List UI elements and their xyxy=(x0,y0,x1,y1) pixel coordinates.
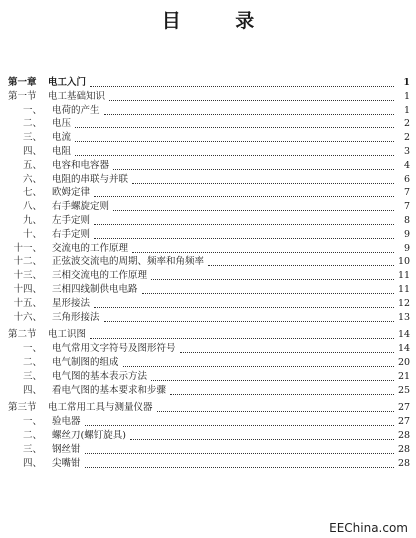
toc-entry-page-number: 28 xyxy=(398,457,411,469)
toc-entry-title: 验电器 xyxy=(52,416,81,428)
toc-entry xyxy=(8,328,410,342)
toc-entry-page-number: 11 xyxy=(398,270,411,282)
dot-leader xyxy=(157,411,394,412)
dot-leader xyxy=(85,467,394,468)
toc-entry-title: 螺丝刀(螺钉旋具) xyxy=(52,429,126,441)
dot-leader xyxy=(113,210,394,211)
toc-entry-number: 二、 xyxy=(22,118,42,130)
toc-entry xyxy=(8,199,410,213)
dot-leader xyxy=(132,252,394,253)
toc-entry-number: 十、 xyxy=(22,228,42,240)
toc-entry-title: 右手定则 xyxy=(52,228,91,240)
toc-entry-number: 六、 xyxy=(22,173,42,185)
toc-entry-title: 电容和电容器 xyxy=(52,159,110,171)
dot-leader xyxy=(130,439,394,440)
toc-entry-page-number: 8 xyxy=(403,214,410,226)
toc-entry-title: 尖嘴钳 xyxy=(52,457,81,469)
toc-entry-title: 三相交流电的工作原理 xyxy=(52,270,148,282)
toc-entry-title: 左手定则 xyxy=(52,214,91,226)
toc-entry-title: 三角形接法 xyxy=(52,311,100,323)
toc-entry-page-number: 25 xyxy=(398,384,411,396)
toc-entry-page-number: 28 xyxy=(398,443,411,455)
dot-leader xyxy=(94,238,394,239)
dot-leader xyxy=(85,425,394,426)
toc-entry-number: 三、 xyxy=(22,370,42,382)
dot-leader xyxy=(113,169,394,170)
toc-entry-number: 二、 xyxy=(22,356,42,368)
toc-entry-page-number: 9 xyxy=(403,242,410,254)
dot-leader xyxy=(151,380,394,381)
toc-entry xyxy=(8,268,410,282)
toc-entry-title: 电工识图 xyxy=(48,329,87,341)
toc-entry-page-number: 1 xyxy=(403,104,410,116)
toc-entry xyxy=(8,369,410,383)
toc-entry-number: 十四、 xyxy=(13,283,42,295)
toc-entry-number: 二、 xyxy=(22,429,42,441)
toc-entry xyxy=(8,172,410,186)
toc-entry-title: 星形接法 xyxy=(52,297,91,309)
toc-entry xyxy=(8,241,410,255)
toc-entry-page-number: 21 xyxy=(398,370,411,382)
toc-entry-number: 四、 xyxy=(22,457,42,469)
toc-entry-page-number: 7 xyxy=(403,201,410,213)
toc-entry-number: 一、 xyxy=(22,416,42,428)
dot-leader xyxy=(85,453,394,454)
toc-list xyxy=(8,65,410,470)
toc-entry-number: 十三、 xyxy=(13,270,42,282)
toc-entry-title: 三相四线制供电电路 xyxy=(52,283,138,295)
toc-entry xyxy=(8,144,410,158)
toc-entry-title: 电气常用文字符号及图形符号 xyxy=(52,343,176,355)
toc-entry xyxy=(8,117,410,131)
toc-entry-title: 看电气图的基本要求和步骤 xyxy=(52,384,167,396)
toc-entry-title: 电压 xyxy=(52,118,72,130)
dot-leader xyxy=(90,338,394,339)
toc-entry-number: 五、 xyxy=(22,159,42,171)
toc-entry-page-number: 10 xyxy=(398,256,411,268)
dot-leader xyxy=(109,100,394,101)
toc-entry-number: 十六、 xyxy=(13,311,42,323)
toc-entry xyxy=(8,89,410,103)
dot-leader xyxy=(180,352,394,353)
dot-leader xyxy=(142,293,394,294)
page-title: 目 录 xyxy=(161,10,279,32)
toc-entry xyxy=(8,186,410,200)
toc-entry-page-number: 20 xyxy=(398,356,411,368)
toc-entry-page-number: 2 xyxy=(403,132,410,144)
toc-entry-title: 电阻 xyxy=(52,145,72,157)
toc-entry-page-number: 9 xyxy=(403,228,410,240)
toc-entry-page-number: 27 xyxy=(398,402,411,414)
toc-entry-page-number: 2 xyxy=(403,118,410,130)
dot-leader xyxy=(151,279,394,280)
toc-entry xyxy=(8,130,410,144)
toc-entry-title: 交流电的工作原理 xyxy=(52,242,129,254)
toc-entry-page-number: 7 xyxy=(403,187,410,199)
toc-entry-title: 电荷的产生 xyxy=(52,104,100,116)
toc-entry xyxy=(8,282,410,296)
toc-entry xyxy=(8,213,410,227)
toc-entry-page-number: 14 xyxy=(398,329,411,341)
dot-leader xyxy=(104,321,394,322)
toc-entry xyxy=(8,414,410,428)
toc-entry-number: 九、 xyxy=(22,214,42,226)
toc-entry-number: 第一节 xyxy=(8,90,37,102)
dot-leader xyxy=(94,224,394,225)
toc-entry-number: 三、 xyxy=(22,443,42,455)
toc-entry xyxy=(8,401,410,415)
toc-entry-number: 一、 xyxy=(22,343,42,355)
toc-entry-title: 电气图的基本表示方法 xyxy=(52,370,148,382)
toc-entry-page-number: 14 xyxy=(398,343,411,355)
dot-leader xyxy=(132,183,394,184)
toc-entry xyxy=(8,456,410,470)
toc-entry xyxy=(8,355,410,369)
toc-entry-title: 正弦波交流电的周期、频率和角频率 xyxy=(52,256,205,268)
dot-leader xyxy=(94,196,394,197)
toc-entry-page-number: 6 xyxy=(403,173,410,185)
toc-entry-page-number: 13 xyxy=(398,311,411,323)
toc-entry xyxy=(8,310,410,324)
toc-entry-number: 第二节 xyxy=(8,329,37,341)
toc-entry-title: 电气制图的组成 xyxy=(52,356,119,368)
toc-entry-number: 四、 xyxy=(22,145,42,157)
toc-entry-page-number: 4 xyxy=(403,159,410,171)
toc-entry-page-number: 11 xyxy=(398,283,411,295)
toc-entry-title: 电阻的串联与并联 xyxy=(52,173,129,185)
toc-entry-title: 电工常用工具与测量仪器 xyxy=(48,402,153,414)
dot-leader xyxy=(123,366,394,367)
toc-entry xyxy=(8,428,410,442)
toc-entry-number: 三、 xyxy=(22,132,42,144)
toc-entry-page-number: 12 xyxy=(398,297,411,309)
toc-entry-title: 电流 xyxy=(52,132,72,144)
dot-leader xyxy=(75,141,394,142)
dot-leader xyxy=(94,307,394,308)
toc-entry xyxy=(8,255,410,269)
toc-entry-number: 八、 xyxy=(22,201,42,213)
toc-entry xyxy=(8,296,410,310)
watermark: EEChina.com xyxy=(329,521,408,535)
toc-entry-page-number: 1 xyxy=(403,77,410,88)
dot-leader xyxy=(104,114,394,115)
toc-entry-page-number: 27 xyxy=(398,416,411,428)
toc-entry-page-number: 28 xyxy=(398,429,411,441)
toc-entry xyxy=(8,227,410,241)
toc-entry-number: 一、 xyxy=(22,104,42,116)
toc-entry-title: 右手螺旋定则 xyxy=(52,201,110,213)
toc-entry-page-number: 1 xyxy=(403,90,410,102)
toc-entry xyxy=(8,158,410,172)
toc-entry-number: 四、 xyxy=(22,384,42,396)
toc-entry-title: 电工基础知识 xyxy=(48,90,106,102)
dot-leader xyxy=(208,265,394,266)
dot-leader xyxy=(75,127,394,128)
dot-leader xyxy=(75,155,394,156)
dot-leader xyxy=(170,394,394,395)
toc-entry xyxy=(8,103,410,117)
toc-entry-number: 十五、 xyxy=(13,297,42,309)
toc-entry xyxy=(8,442,410,456)
toc-entry xyxy=(8,65,410,89)
toc-entry-page-number: 3 xyxy=(403,145,410,157)
toc-entry-title: 欧姆定律 xyxy=(52,187,91,199)
toc-entry-number: 十一、 xyxy=(13,242,42,254)
toc-entry-number: 十二、 xyxy=(13,256,42,268)
toc-entry-number: 七、 xyxy=(22,187,42,199)
toc-entry-title: 钢丝钳 xyxy=(52,443,81,455)
toc-entry xyxy=(8,383,410,397)
toc-entry xyxy=(8,341,410,355)
dot-leader xyxy=(90,86,394,87)
toc-entry-title: 电工入门 xyxy=(48,77,87,88)
toc-entry-number: 第一章 xyxy=(8,77,37,88)
toc-entry-number: 第三节 xyxy=(8,402,37,414)
